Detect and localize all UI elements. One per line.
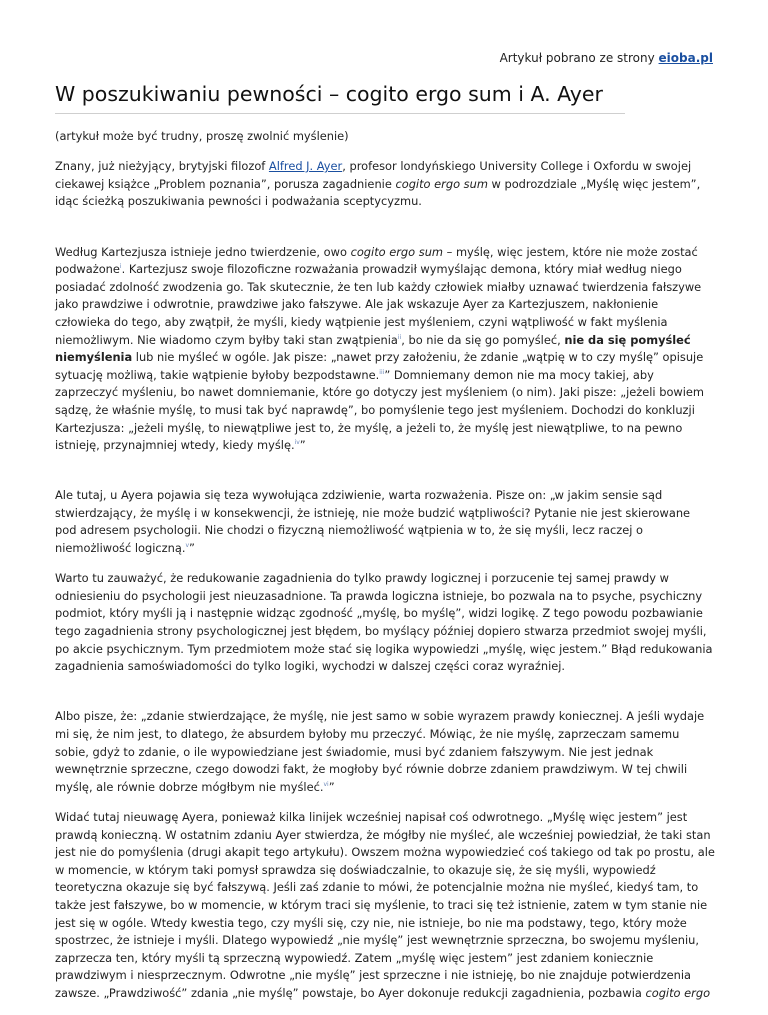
paragraph-psychology: Warto tu zauważyć, że redukowanie zagadnienia do tylko prawdy logicznej i porzucenie tej samej prawdy w odniesieniu do psychologii jest nieuzasadnione. Ta prawda logiczna istnieje, bo pozwala na to psyche, psychiczny podmiot, który myśli ją i następnie widząc zgodność „myślę, bo myślę”, widzi logikę. Z tego powodu pozbawianie tego zagadnienia strony psychologicznej jest błędem, bo myślący później dopiero stwarza przedmiot swojej myśli, po akcie psychicznym. Tym przedmiotem może stać się logika wypowiedzi „myślę, więc jestem.” Błąd redukowania zagadnienia samoświadomości do tylko logiki, wychodzi w dalszej części coraz wyraźniej. xyxy=(55,571,713,674)
article-body xyxy=(55,128,715,1015)
text: ” xyxy=(189,541,195,556)
text: lub nie myśleć w ogóle. Jak pisze: „nawet przy założeniu, że zdanie „wątpię w to czy myślę” opisuje sytuację możliwą, takie wątpienie byłoby bezpodstawne. xyxy=(55,350,704,382)
footnote-ref-4[interactable]: iv xyxy=(294,439,300,447)
page-title: W poszukiwaniu pewności – cogito ergo sum i A. Ayer xyxy=(55,80,625,114)
source-prefix: Artykuł pobrano ze strony xyxy=(499,51,659,65)
text: . Kartezjusz swoje filozoficzne rozważania prowadził wymyślając demona, który miał według niego posiadać zdolność zwodzenia go. Tak skutecznie, że ten lub każdy człowiek miałby uznawać twierdzenia fałszywe jako prawdziwe i odwrotnie, prawdziwe jako fałszywe. Ale jak wskazuje Ayer za Kartezjuszem, nakłonienie człowieka do tego, aby zwątpił, że myśli, kiedy wątpienie jest myśleniem, czyni wątpliwość w fakt myślenia niemożliwym. Nie wiadomo czym byłby taki stan zwątpienia xyxy=(55,262,702,347)
author-link[interactable]: Alfred J. Ayer xyxy=(268,159,343,174)
paragraph-critique xyxy=(55,809,715,1003)
paragraph-ayer-thesis xyxy=(55,487,715,557)
text: , profesor londyńskiego University College i Oxfordu w swojej ciekawej książce „Problem poznania”, porusza zagadnienie xyxy=(55,159,692,191)
text: Widać tutaj nieuwagę Ayera, ponieważ kilka linijek wcześniej napisał coś odwrotnego. „Myślę więc jestem” jest prawdą konieczną. W ostatnim zdaniu Ayer stwierdza, że mógłby nie myśleć, ale wcześniej powiedział, że taki stan jest nie do pomyślenia (drugi akapit tego artykułu). Owszem można wypowiedzieć coś takiego od tak po prostu, ale w momencie, w którym taki pomysł sprawdza się doświadczalnie, to okazuje się, że się myśli, wypowiedź teoretyczna okazuje się być fałszywą. Jeśli zaś zdanie to mówi, że potencjalnie można nie myśleć, kiedyś tam, to także jest fałszywe, bo w momencie, w którym traci się myślenie, to traci się też istnienie, zatem w tym stanie nie jest się w ogóle. Wtedy kwestia tego, czy myśli się, czy nie, nie istnieje, bo nie ma podstawy, tego, który może spostrzec, że istnieje i myśli. Dlatego wypowiedź „nie myślę” jest wewnętrznie sprzeczna, bo swojemu myśleniu, zaprzecza ten, który myśli tą sprzeczną wypowiedź. Zatem „myślę więc jestem” jest zdaniem koniecznie prawdziwym i niesprzecznym. Odwrotne „nie myślę” jest sprzeczne i nie istnieję, bo nie znajduje potwierdzenia zawsze. „Prawdziwość” zdania „nie myślę” powstaje, bo Ayer dokonuje redukcji zagadnienia, pozbawia xyxy=(55,809,715,1000)
text: Ale tutaj, u Ayera pojawia się teza wywołująca zdziwienie, warta rozważenia. Pisze on: „w jakim sensie sąd stwierdzający, że myślę i w konsekwencji, że istnieję, nie może budzić wątpliwości? Pytanie nie jest skierowane pod adresem psychologii. Nie chodzi o fizyczną niemożliwość wątpienia w to, że się myśli, lecz raczej o niemożliwość logiczną. xyxy=(55,488,691,556)
paragraph-descartes xyxy=(55,244,715,455)
footnote-ref-1[interactable]: i xyxy=(119,263,122,271)
text: – myślę, więc jestem, które nie może zostać podważone xyxy=(55,244,698,277)
footnote-ref-5[interactable]: v xyxy=(185,542,190,550)
bold-phrase: nie da się pomyśleć niemyślenia xyxy=(55,332,691,365)
paragraph-ayer-quote xyxy=(55,708,715,796)
footnote-ref-6[interactable]: vi xyxy=(323,780,329,788)
text: ” xyxy=(299,438,306,453)
intro-note: (artykuł może być trudny, proszę zwolnić myślenie) xyxy=(55,129,349,143)
text: , bo nie da się go pomyśleć, xyxy=(401,332,565,347)
text: Według Kartezjusza istnieje jedno twierdzenie, owo xyxy=(55,244,351,259)
paragraph-intro xyxy=(55,158,715,211)
emphasis: cogito ergo sum xyxy=(395,176,488,191)
source-link[interactable]: eioba.pl xyxy=(658,51,713,65)
source-attribution xyxy=(500,50,713,68)
text: Albo pisze, że: „zdanie stwierdzające, że myślę, nie jest samo w sobie wyrazem prawdy koniecznej. A jeśli wydaje mi się, że nim jest, to dlatego, że absurdem byłoby mu przeczyć. Mówiąc, że nie myślę, zaprzeczam samemu sobie, gdyż to zdanie, o ile wypowiedziane jest świadomie, musi być zdaniem fałszywym. Nie jest jednak wewnętrznie sprzeczne, czego dowodzi fakt, że mogłoby być równie dobrze zdaniem prawdziwym. W tej chwili myślę, ale równie dobrze mógłbym nie myśleć. xyxy=(55,709,705,794)
text: w podrozdziale „Myślę więc jestem”, idąc ścieżką poszukiwania pewności i podważania sceptycyzmu. xyxy=(55,176,701,209)
emphasis: cogito ergo sum xyxy=(350,244,444,259)
emphasis: cogito ergo xyxy=(645,985,711,1000)
footnote-ref-2[interactable]: ii xyxy=(397,333,402,341)
footnote-ref-3[interactable]: iii xyxy=(379,368,385,376)
text: ” Domniemany demon nie ma mocy takiej, aby zaprzeczyć myśleniu, bo nawet domniemanie, które go dotyczy jest myśleniem (o nim). Jaki pisze: „jeżeli bowiem sądzę, że właśnie myślę, to musi tak być naprawdę”, bo pomyślenie tego jest myśleniem. Dochodzi do konkluzji Kartezjusza: „jeżeli myślę, to niewątpliwe jest to, że myślę, a jeżeli to, że myślę jest niewątpliwe, to na pewno istnieję, przynajmniej wtedy, kiedy myślę. xyxy=(55,367,704,453)
text: ” xyxy=(328,779,335,794)
text: Znany, już nieżyjący, brytyjski filozof xyxy=(55,159,269,174)
